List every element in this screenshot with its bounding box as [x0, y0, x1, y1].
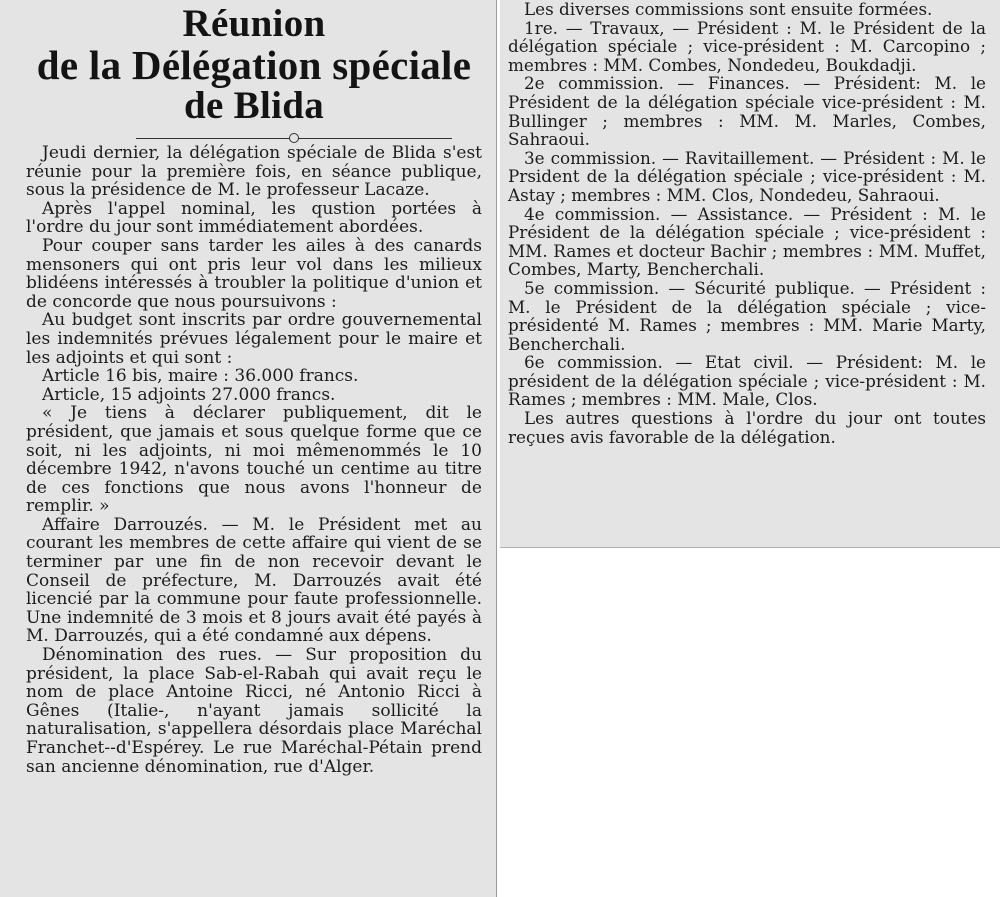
paragraph: Affaire Darrouzés. — M. le Président met au courant les membres de cette affaire qui vient de se terminer par une fin de non recevoir devant le Conseil de préfecture, M. Darrouzés avait été licencié par la commune pour faute professionnelle. Une indemnité de 3 mois et 8 jours avait été payés à M. Darrouzés, qui a été condamné aux dépens.	[26, 514, 482, 647]
paragraph: Article, 15 adjoints 27.000 francs.	[42, 384, 336, 405]
paragraph: 5e commission. — Sécurité publique. — Président : M. le Président de la délégation spéciale ; vice-présidenté M. Rames ; membres : MM. Marie Marty, Bencherchali.	[508, 277, 986, 354]
paragraph: Les autres questions à l'ordre du jour ont toutes reçues avis favorable de la délégation.	[508, 408, 986, 447]
paragraph: « Je tiens à déclarer publiquement, dit le président, que jamais et sous quelque forme que ce soit, ni les adjoints, ni moi mêmenommés le 10 décembre 1942, n'avons touché un centime au titre de ces fonctions que nous avons l'honneur de remplir. »	[26, 403, 482, 517]
paragraph: 4e commission. — Assistance. — Président : M. le Président de la délégation spéciale ; vice-président : MM. Rames et docteur Bachir ; membres : MM. Muffet, Combes, Marty, Bencherchali.	[508, 203, 986, 280]
left-column-text	[26, 144, 482, 776]
paragraph: 2e commission. — Finances. — Président: M. le Président de la délégation spéciale vice-président : M. Bullinger ; membres : MM. M. Marles, Combes, Sahraoui.	[508, 73, 986, 150]
paragraph: 6e commission. — Etat civil. — Président: M. le président de la délégation spéciale ; vice-président : M. Rames ; membres : MM. Male, Clos.	[508, 352, 986, 410]
paragraph: Jeudi dernier, la délégation spéciale de Blida s'est réunie pour la première fois, en séance publique, sous la présidence de M. le professeur Lacaze.	[26, 143, 482, 201]
paragraph: Après l'appel nominal, les qustion portées à l'ordre du jour sont immédiatement abordées.	[26, 198, 482, 238]
article-headline	[26, 0, 482, 126]
paragraph: Dénomination des rues. — Sur proposition du président, la place Sab-el-Rabah qui avait reçu le nom de place Antoine Ricci, né Antonio Ricci à Gênes (Italie-, n'ayant jamais sollicité la naturalisation, s'appellera désordais place Maréchal Franchet--d'Espérey. Le rue Maréchal-Pétain prend san ancienne dénomination, rue d'Alger.	[26, 645, 482, 777]
paragraph: 1re. — Travaux, — Président : M. le Président de la délégation spéciale ; vice-président : M. Carcopino ; membres : MM. Combes, Nondedeu, Boukdadji.	[508, 17, 986, 75]
paragraph: Les diverses commissions sont ensuite formées.	[524, 0, 933, 19]
headline-line: de Blida	[183, 84, 325, 127]
paragraph: Article 16 bis, maire : 36.000 francs.	[42, 366, 359, 387]
headline-divider-ornament	[136, 128, 452, 148]
paragraph: 3e commission. — Ravitaillement. — Président : M. le Prsident de la délégation spéciale ; vice-président : M. Astay ; membres : MM. Clos, Nondedeu, Sahraoui.	[508, 147, 986, 205]
paragraph: Au budget sont inscrits par ordre gouvernemental les indemnités prévues légalement pour le maire et les adjoints et qui sont :	[26, 310, 482, 368]
headline-line: de la Délégation spéciale	[36, 42, 472, 88]
paragraph: Pour couper sans tarder les ailes à des canards mensoners qui ont pris leur vol dans les milieux blidéens intéressés à troubler la politique d'union et de concorde que nous poursuivons :	[26, 235, 482, 312]
right-column	[500, 0, 1000, 548]
right-column-text	[508, 0, 986, 446]
left-column	[0, 0, 497, 897]
headline-line: Réunion	[182, 2, 326, 45]
